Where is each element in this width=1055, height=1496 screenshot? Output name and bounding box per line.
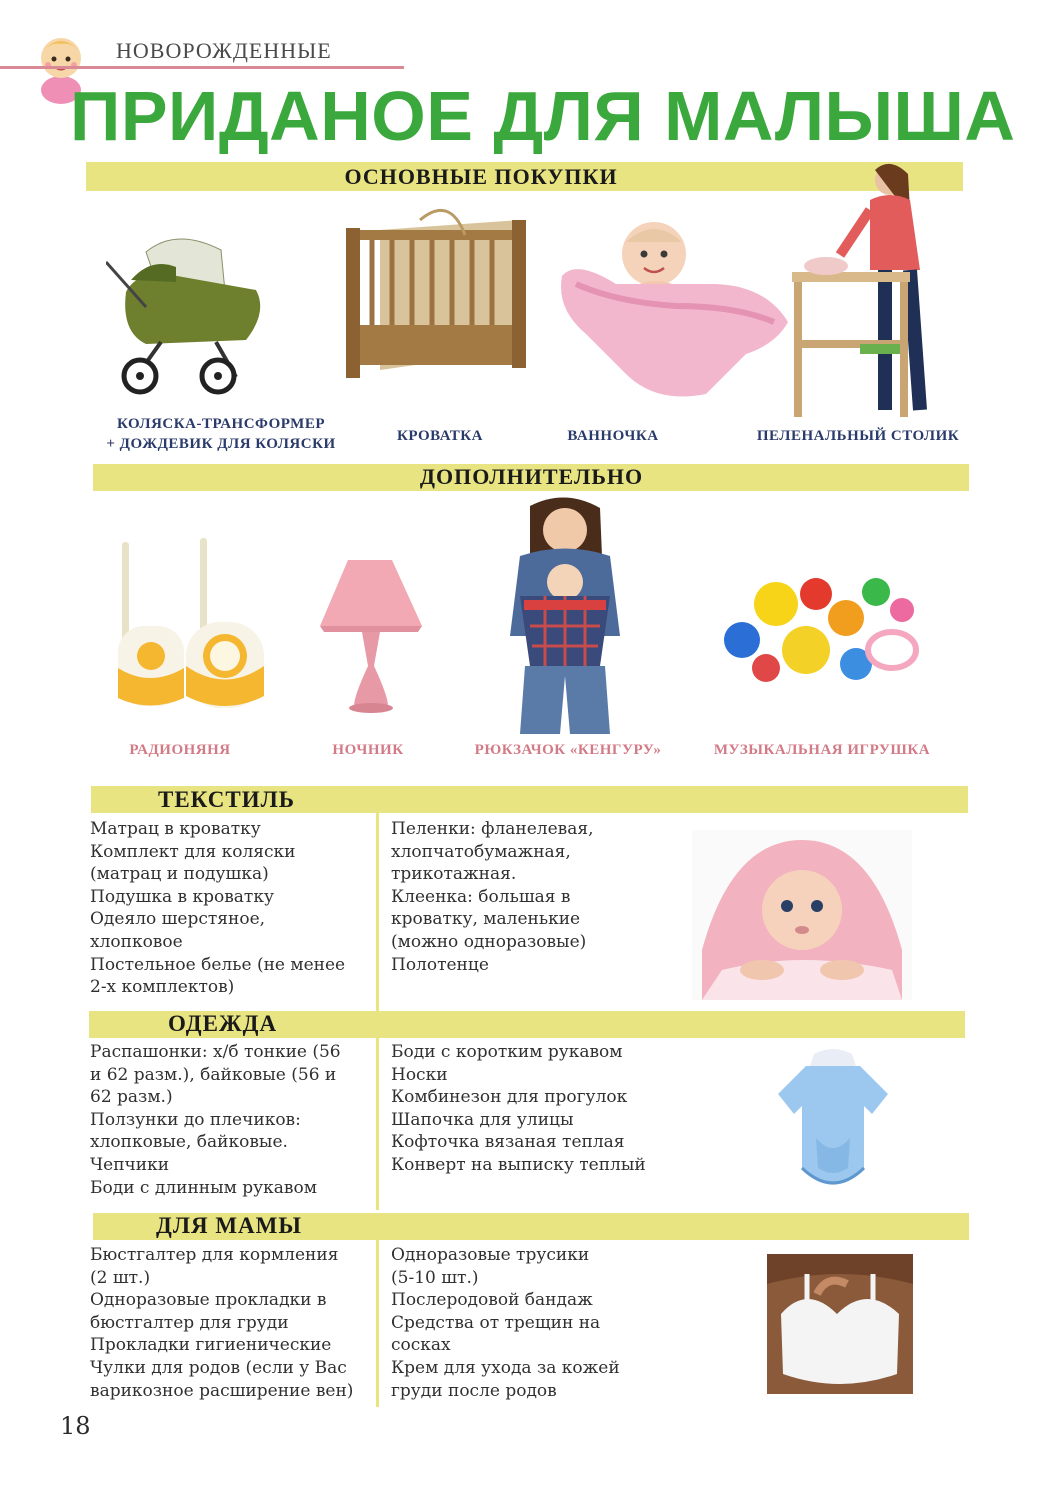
list-item: Клеенка: большая в: [391, 886, 571, 907]
mom-divider: [376, 1240, 379, 1407]
header-rule: [0, 66, 404, 69]
clothes-divider: [376, 1038, 379, 1210]
textile-heading: ТЕКСТИЛЬ: [158, 787, 295, 812]
list-item: 62 разм.): [90, 1087, 173, 1108]
list-item: Крем для ухода за кожей: [391, 1357, 620, 1378]
extra-heading: ДОПОЛНИТЕЛЬНО: [419, 464, 644, 489]
page-number: 18: [60, 1412, 91, 1440]
list-item: и 62 разм.), байковые (56 и: [90, 1064, 337, 1085]
list-item: Комплект для коляски: [90, 841, 296, 862]
list-item: Прокладки гигиенические: [90, 1335, 332, 1356]
baby-monitor-icon: [114, 538, 270, 710]
list-item: варикозное расширение вен): [90, 1380, 354, 1401]
list-item: хлопковое: [90, 931, 183, 952]
baby-bath-icon: [556, 214, 790, 404]
textile-left-list: [90, 818, 345, 999]
list-item: Ползунки до плечиков:: [90, 1109, 301, 1130]
basic-heading: ОСНОВНЫЕ ПОКУПКИ: [344, 164, 618, 189]
list-item: Постельное белье (не менее: [90, 954, 346, 975]
clothes-heading: ОДЕЖДА: [168, 1011, 278, 1036]
list-item: Боди с длинным рукавом: [90, 1177, 317, 1198]
list-item: 2-х комплектов): [90, 977, 235, 998]
list-item: Чулки для родов (если у Вас: [90, 1357, 347, 1378]
crib-icon: [340, 200, 542, 384]
caption-stroller-line1: КОЛЯСКА-ТРАНСФОРМЕР: [117, 416, 325, 432]
caption-bath: ВАННОЧКА: [567, 428, 659, 444]
baby-carrier-icon: [490, 496, 640, 736]
caption-stroller: [86, 414, 356, 454]
list-item: бюстгалтер для груди: [90, 1312, 289, 1333]
clothes-left-list: [90, 1041, 341, 1199]
mom-right-list: [391, 1244, 620, 1402]
textile-right-list: [391, 818, 594, 976]
list-item: Послеродовой бандаж: [391, 1290, 593, 1311]
list-item: сосках: [391, 1335, 451, 1356]
night-lamp-icon: [318, 556, 424, 714]
caption-monitor: РАДИОНЯНЯ: [129, 742, 231, 758]
list-item: (5-10 шт.): [391, 1267, 479, 1288]
list-item: (2 шт.): [90, 1267, 151, 1288]
clothes-right-list: [391, 1041, 646, 1177]
list-item: Матрац в кроватку: [90, 819, 261, 839]
list-item: Боди с коротким рукавом: [391, 1042, 623, 1062]
list-item: Одеяло шерстяное,: [90, 909, 266, 930]
list-item: Подушка в кроватку: [90, 886, 274, 907]
list-item: Чепчики: [90, 1154, 170, 1175]
list-item: кроватку, маленькие: [391, 909, 581, 930]
list-item: Носки: [391, 1064, 448, 1085]
list-item: Кофточка вязаная теплая: [391, 1132, 625, 1153]
caption-carrier: РЮКЗАЧОК «КЕНГУРУ»: [474, 742, 662, 758]
list-item: Комбинезон для прогулок: [391, 1087, 628, 1108]
list-item: Полотенце: [391, 954, 489, 975]
list-item: Одноразовые прокладки в: [90, 1290, 327, 1311]
list-item: груди после родов: [391, 1380, 557, 1401]
list-item: Бюстгалтер для кормления: [90, 1245, 339, 1265]
textile-divider: [376, 813, 379, 1011]
list-item: хлопчатобумажная,: [391, 841, 571, 862]
list-item: Конверт на выписку теплый: [391, 1154, 646, 1175]
list-item: (матрац и подушка): [90, 864, 269, 885]
list-item: Одноразовые трусики: [391, 1245, 590, 1265]
list-item: (можно одноразовые): [391, 931, 587, 952]
caption-lamp: НОЧНИК: [332, 742, 404, 758]
list-item: хлопковые, байковые.: [90, 1132, 288, 1153]
caption-changing-table: ПЕЛЕНАЛЬНЫЙ СТОЛИК: [756, 428, 960, 444]
list-item: Шапочка для улицы: [391, 1109, 574, 1130]
musical-toy-icon: [716, 570, 920, 692]
baby-in-towel-icon: [692, 830, 912, 1000]
page-title: ПРИДАНОЕ ДЛЯ МАЛЫША: [70, 77, 1016, 155]
mom-left-list: [90, 1244, 353, 1402]
caption-musical-toy: МУЗЫКАЛЬНАЯ ИГРУШКА: [713, 742, 931, 758]
list-item: Средства от трещин на: [391, 1312, 601, 1333]
mom-heading: ДЛЯ МАМЫ: [156, 1213, 302, 1238]
list-item: Пеленки: фланелевая,: [391, 819, 594, 839]
stroller-icon: [106, 222, 270, 400]
list-item: Распашонки: х/б тонкие (56: [90, 1042, 341, 1062]
header-category: НОВОРОЖДЕННЫЕ: [116, 38, 332, 63]
list-item: трикотажная.: [391, 864, 517, 885]
caption-stroller-line2: + ДОЖДЕВИК ДЛЯ КОЛЯСКИ: [106, 436, 336, 452]
changing-table-icon: [790, 160, 942, 420]
baby-bodysuit-icon: [776, 1048, 890, 1204]
nursing-bra-icon: [767, 1254, 913, 1394]
caption-crib: КРОВАТКА: [397, 428, 483, 444]
